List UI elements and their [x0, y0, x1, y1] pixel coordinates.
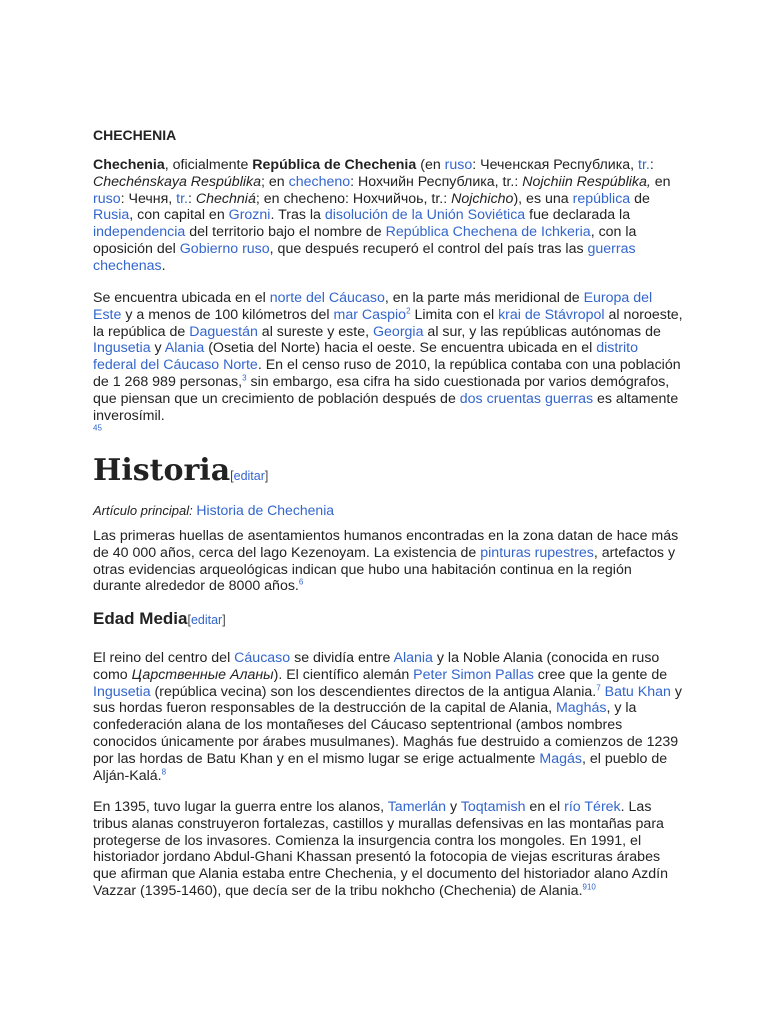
- link-toqtamish[interactable]: Toqtamish: [460, 799, 526, 815]
- citation-8[interactable]: 8: [161, 766, 167, 776]
- link-tr-2[interactable]: tr.: [176, 190, 188, 207]
- link-pinturas-rupestres[interactable]: pinturas rupestres: [480, 544, 594, 561]
- link-maghas[interactable]: Maghás: [555, 700, 607, 717]
- link-caucaso[interactable]: Cáucaso: [234, 650, 291, 666]
- edit-section-edad-media[interactable]: [editar]: [187, 613, 226, 627]
- link-disolucion-urss[interactable]: disolución de la Unión Soviética: [324, 207, 526, 224]
- citation-7[interactable]: 7: [596, 682, 601, 692]
- link-krai-stavropol[interactable]: krai de Stávropol: [498, 306, 605, 323]
- link-tamerlan[interactable]: Tamerlán: [387, 799, 447, 815]
- edit-section-historia[interactable]: [editar]: [230, 469, 269, 483]
- link-magas[interactable]: Magás: [539, 750, 582, 767]
- geography-paragraph: Se encuentra ubicada en el norte del Cáucaso, en la parte más meridional de Europa del Este y a menos de 100 kilómetros del mar Caspio$^2$ Limita con el krai de Stávropol al noroeste, la república de Daguestán al sureste y este, Georgia al sur, y las repúblicas autónomas de Ingusetia y Alania (Osetia del Norte) hacia el oeste. Se encuentra ubicada en el distrito federal del Cáucaso Norte. En el censo ruso de 2010, la república contaba con una población de 1 268 989 personas,$^3$ sin embargo, esa cifra ha sido cuestionada por varios demógrafos, que piensan que un crecimiento de población después de dos cruentas guerras es altamente inverosímil. $^{45}$: [93, 290, 683, 433]
- link-republica[interactable]: república: [572, 190, 631, 207]
- official-name: República de Chechenia: [252, 157, 417, 173]
- link-rusia[interactable]: Rusia: [93, 207, 130, 224]
- link-ichkeria[interactable]: República Chechena de Ichkeria: [385, 224, 591, 241]
- link-ingusetia-2[interactable]: Ingusetia: [93, 683, 151, 700]
- article-subject: Chechenia: [93, 157, 165, 173]
- link-ingusetia[interactable]: Ingusetia: [93, 340, 151, 357]
- link-peter-simon-pallas[interactable]: Peter Simon Pallas: [413, 666, 534, 683]
- historia-paragraph: Las primeras huellas de asentamientos humanos encontradas en la zona datan de hace más de 40 000 años, cerca del lago Kezenoyam. La existencia de pinturas rupestres, artefactos y otras evidencias arqueológicas indican que hubo una habitación continua en la región durante alrededor de 8000 años.$^6$: [93, 528, 679, 595]
- link-distrito-federal[interactable]: distrito federal del Cáucaso Norte: [93, 340, 639, 374]
- link-historia-chechenia[interactable]: Historia de Chechenia: [196, 502, 335, 518]
- document-title: CHECHENIA: [93, 127, 177, 143]
- main-article-note: Artículo principal: Historia de Chechenia: [93, 502, 335, 518]
- citation-3[interactable]: 3: [242, 373, 247, 383]
- link-guerras-chechenas[interactable]: guerras chechenas: [93, 240, 636, 274]
- heading-edad-media: Edad Media[editar]: [93, 609, 226, 628]
- link-gobierno-ruso[interactable]: Gobierno ruso: [179, 240, 270, 257]
- link-ruso[interactable]: ruso: [444, 157, 473, 173]
- link-checheno[interactable]: checheno: [288, 173, 351, 190]
- edad-media-paragraph-2: En 1395, tuvo lugar la guerra entre los alanos, Tamerlán y Toqtamish en el río Térek. Las tribus alanas construyeron fortalezas, castillos y murallas defensivas en las montañas para protegerse de los invasores. Comienza la insurgencia contra los mongoles. En 1991, el historiador jordano Abdul-Ghani Khassan presentó la fotocopia de viejas escrituras árabes que afirman que Alania estaba entre Chechenia, y el documento del historiador alano Azdín Vazzar (1395-1460), que decía ser de la tribu nokhcho (Chechenia) de Alania.$^{910}$: [93, 799, 668, 899]
- intro-paragraph: Chechenia, oficialmente República de Chechenia (en ruso: Чеченская Республика, tr.: Chechénskaya Respúblika; en checheno: Нохчийн Республика, tr.: Nojchiin Respúblika, en ruso: Чечня, tr.: Chechniá; en checheno: Нохчийчоь, tr.: Nojchicho), es una república de Rusia, con capital en Grozni. Tras la disolución de la Unión Soviética fue declarada la independencia del territorio bajo el nombre de República Chechena de Ichkeria, con la oposición del Gobierno ruso, que después recuperó el control del país tras las guerras chechenas.: [93, 157, 671, 274]
- link-georgia[interactable]: Georgia: [373, 323, 424, 340]
- link-norte-caucaso[interactable]: norte del Cáucaso: [269, 290, 385, 306]
- link-rio-terek[interactable]: río Térek: [564, 799, 621, 815]
- link-mar-caspio[interactable]: mar Caspio: [333, 306, 407, 323]
- citation-910[interactable]: 910: [582, 882, 596, 892]
- link-ruso-2[interactable]: ruso: [93, 190, 121, 207]
- citation-45[interactable]: 45: [93, 423, 102, 433]
- link-batu-khan[interactable]: Batu Khan: [604, 683, 671, 700]
- heading-historia: Historia[editar]: [93, 453, 269, 488]
- citation-6[interactable]: 6: [298, 577, 304, 587]
- link-grozni[interactable]: Grozni: [228, 207, 271, 224]
- link-independencia[interactable]: independencia: [93, 224, 186, 241]
- link-europa-este[interactable]: Europa del Este: [93, 290, 653, 323]
- link-alania[interactable]: Alania: [164, 340, 205, 357]
- edad-media-paragraph-1: El reino del centro del Cáucaso se dividía entre Alania y la Noble Alania (conocida en ruso como Царственные Аланы). El científico alemán Peter Simon Pallas cree que la gente de Ingusetia (república vecina) son los descendientes directos de la antigua Alania.$^7$ Batu Khan y sus hordas fueron responsables de la destrucción de la capital de Alania, Maghás, y la confederación alana de los montañeses del Cáucaso septentrional (ambos nombres conocidos únicamente por árabes musulmanes). Maghás fue destruido a comienzos de 1239 por las hordas de Batu Khan y en el mismo lugar se erige actualmente Magás, el pueblo de Alján-Kalá.$^8$: [93, 650, 682, 784]
- citation-2[interactable]: 2: [406, 306, 411, 316]
- link-daguestan[interactable]: Daguestán: [189, 323, 258, 340]
- link-tr[interactable]: tr.: [638, 157, 650, 173]
- link-alania-2[interactable]: Alania: [393, 650, 433, 666]
- link-cruentas-guerras[interactable]: dos cruentas guerras: [459, 390, 594, 407]
